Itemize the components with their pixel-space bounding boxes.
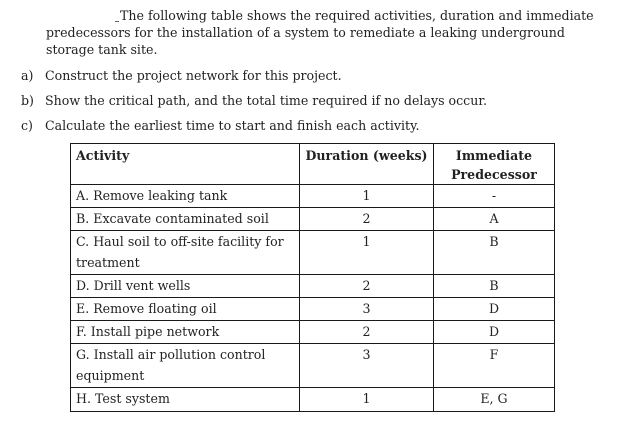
question-text: Show the critical path, and the total time required if no delays occur. [45, 93, 487, 108]
activity-line2: treatment [76, 255, 140, 270]
activity-cell: F. Install pipe network [71, 321, 300, 344]
table-row [71, 321, 555, 344]
predecessor-cell: F [434, 344, 555, 388]
header-predecessor [434, 144, 555, 185]
activity-line1: G. Install air pollution control [76, 347, 266, 362]
table-row [71, 344, 555, 388]
activity-line1: C. Haul soil to off-site facility for [76, 234, 284, 249]
question-label: b) [21, 93, 34, 108]
intro-text: The following table shows the required activities, duration and immediate predecessors for the installation of a system to remediate a leaking underground storage tank site. [46, 8, 594, 57]
table-header-row [71, 144, 555, 185]
table-row [71, 298, 555, 321]
table-row [71, 208, 555, 231]
duration-cell: 2 [300, 321, 434, 344]
predecessor-cell: A [434, 208, 555, 231]
activity-cell: B. Excavate contaminated soil [71, 208, 300, 231]
header-predecessor-line1: Immediate [455, 148, 533, 163]
question-text: Calculate the earliest time to start and finish each activity. [45, 118, 420, 133]
predecessor-cell: D [434, 298, 555, 321]
header-activity: Activity [71, 144, 300, 185]
question-b [21, 92, 487, 109]
question-label: a) [21, 68, 34, 83]
header-duration: Duration (weeks) [300, 144, 434, 185]
activity-cell: A. Remove leaking tank [71, 185, 300, 208]
duration-cell: 1 [300, 231, 434, 275]
table-row [71, 185, 555, 208]
predecessor-cell: E, G [434, 388, 555, 412]
duration-cell: 2 [300, 208, 434, 231]
activity-cell: E. Remove floating oil [71, 298, 300, 321]
duration-cell: 3 [300, 298, 434, 321]
predecessor-cell: B [434, 231, 555, 275]
table-row [71, 231, 555, 275]
activity-table [70, 143, 555, 412]
duration-cell: 3 [300, 344, 434, 388]
activity-cell [71, 231, 300, 275]
question-c [21, 117, 420, 134]
predecessor-cell: D [434, 321, 555, 344]
stray-mark [115, 21, 119, 22]
duration-cell: 1 [300, 388, 434, 412]
table-row [71, 388, 555, 412]
activity-cell [71, 344, 300, 388]
predecessor-cell: B [434, 275, 555, 298]
activity-line2: equipment [76, 368, 145, 383]
activity-cell: H. Test system [71, 388, 300, 412]
intro-paragraph [46, 7, 616, 58]
duration-cell: 2 [300, 275, 434, 298]
header-predecessor-line2: Predecessor [451, 167, 537, 182]
table-row [71, 275, 555, 298]
question-label: c) [21, 118, 33, 133]
predecessor-cell: - [434, 185, 555, 208]
activity-cell: D. Drill vent wells [71, 275, 300, 298]
question-text: Construct the project network for this project. [45, 68, 342, 83]
duration-cell: 1 [300, 185, 434, 208]
question-a [21, 67, 342, 84]
